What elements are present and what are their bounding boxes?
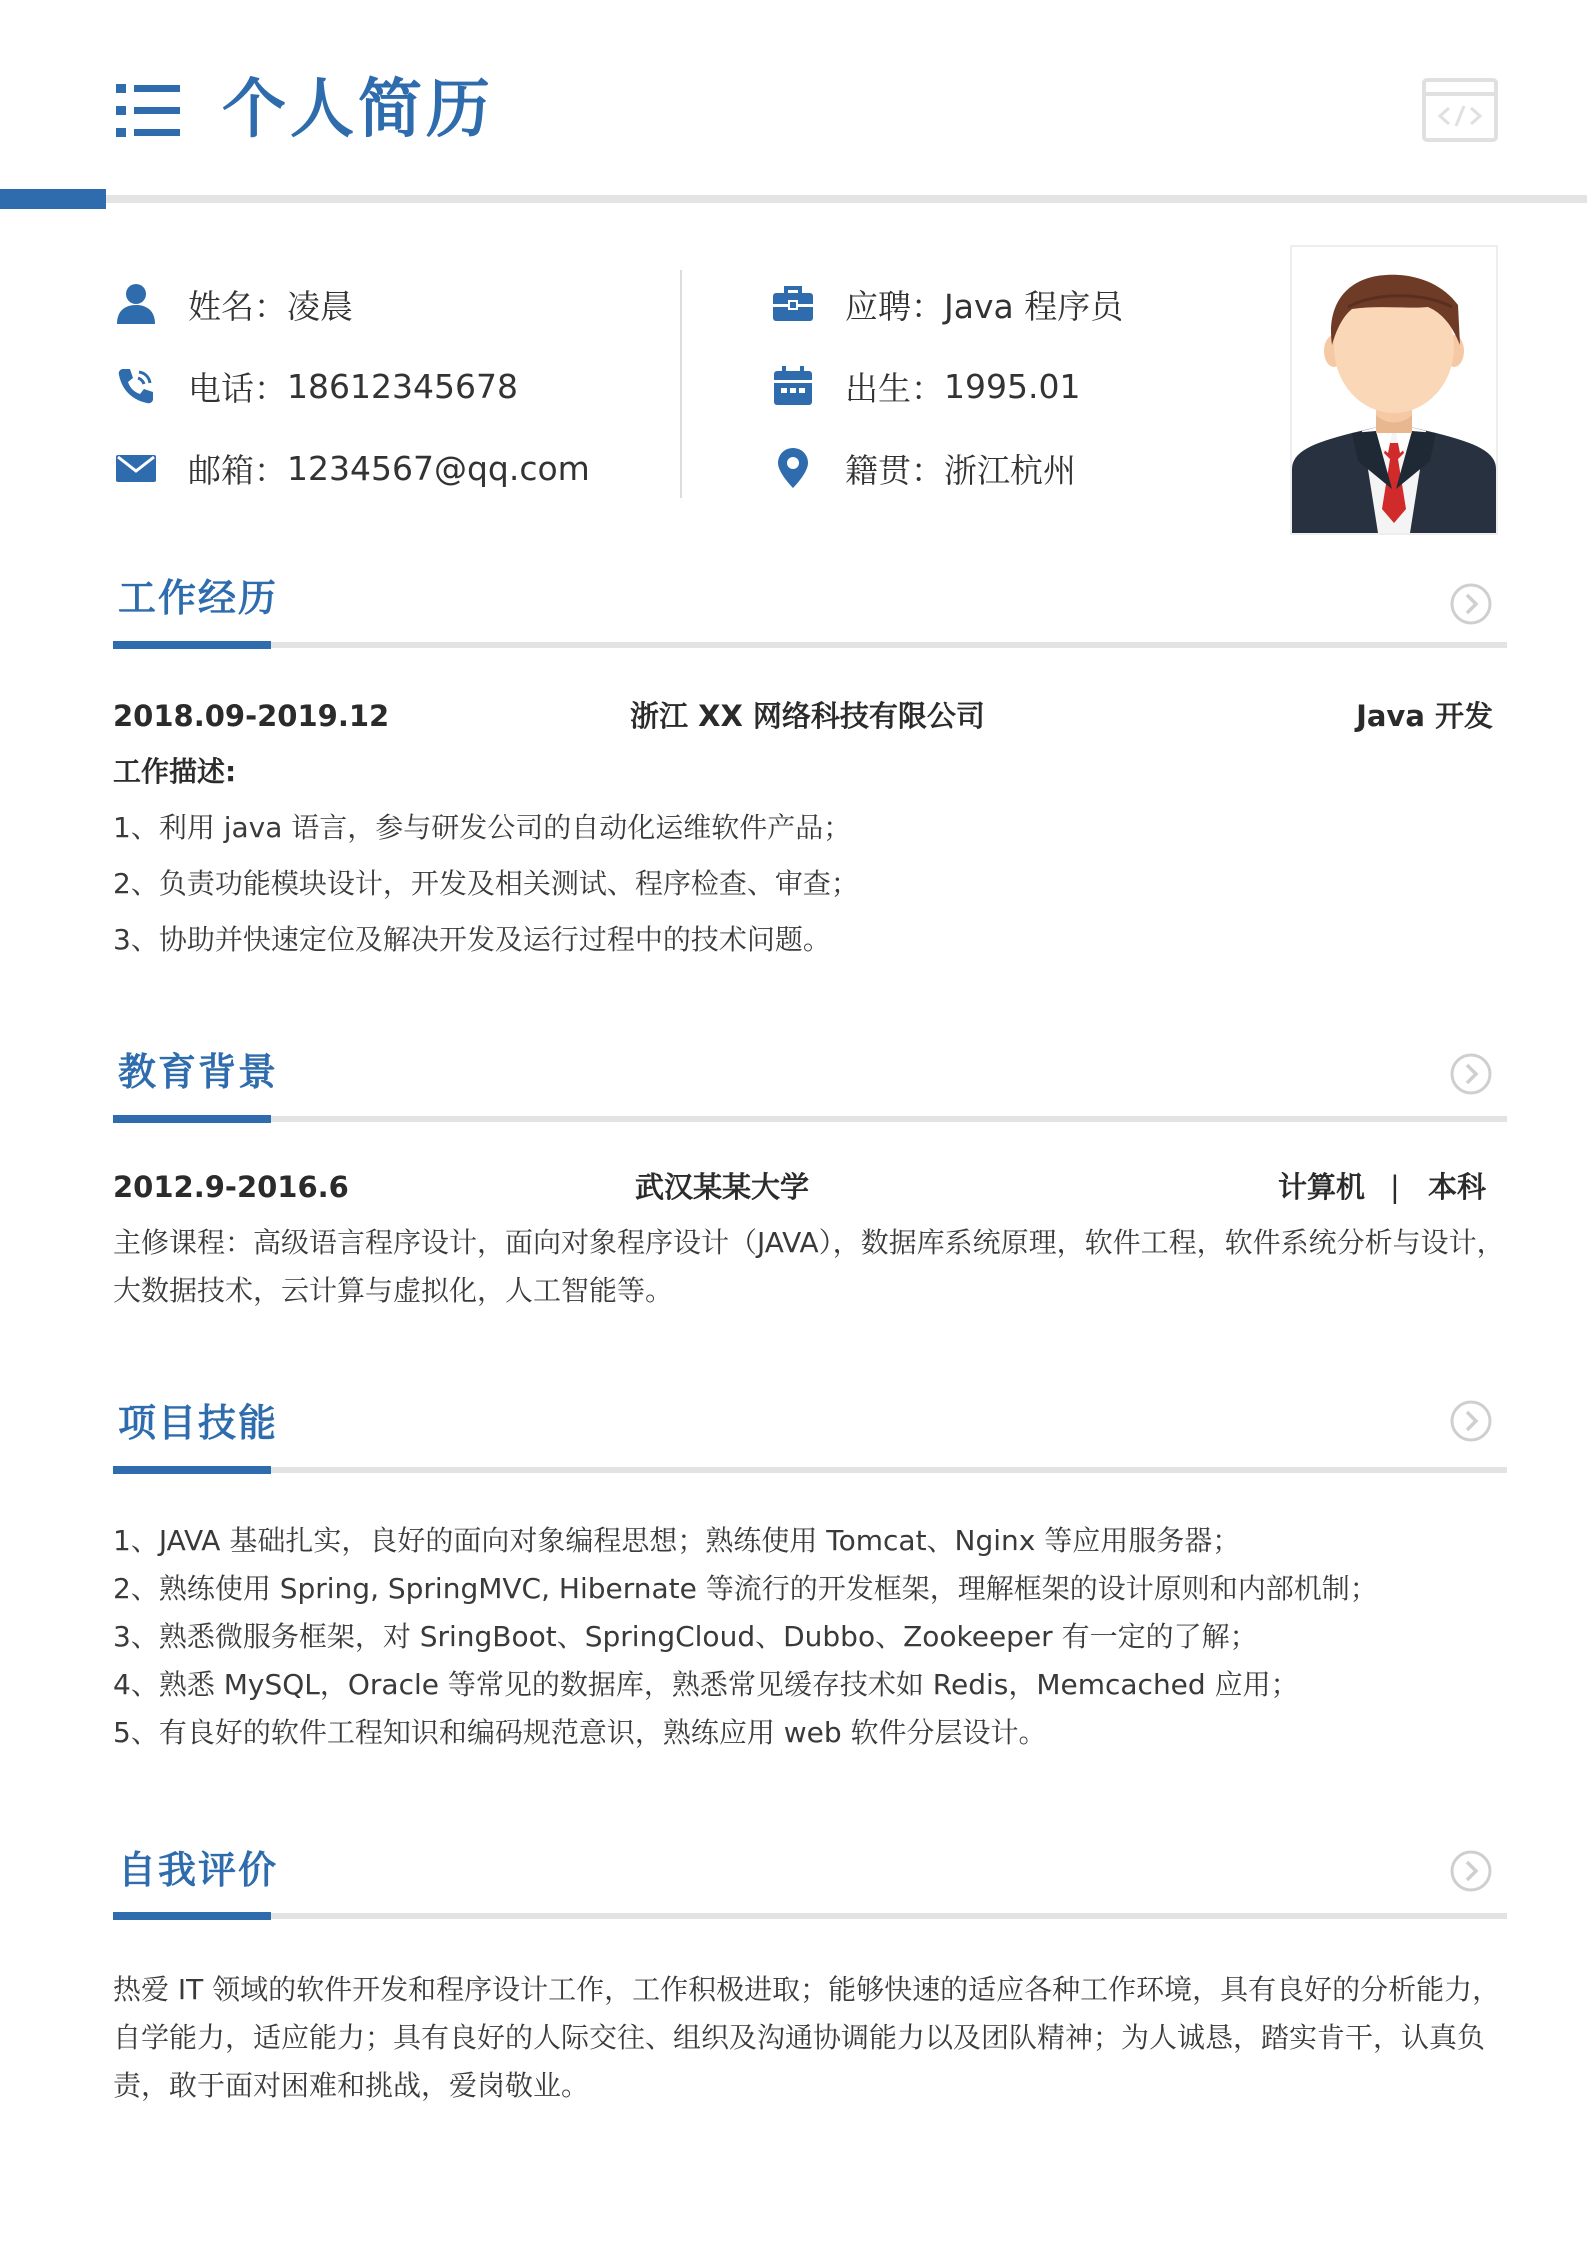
section-rule-work (113, 642, 1507, 648)
info-name-value: 凌晨 (287, 286, 353, 326)
info-birth-value: 1995.01 (944, 366, 1081, 406)
work-item: 3、协助并快速定位及解决开发及运行过程中的技术问题。 (113, 923, 831, 956)
work-desc-label: 工作描述: (113, 755, 237, 788)
info-position (771, 279, 1123, 329)
skill-item: 5、有良好的软件工程知识和编码规范意识，熟练应用 web 软件分层设计。 (113, 1716, 1047, 1749)
user-icon (114, 282, 158, 326)
skill-item: 1、JAVA 基础扎实，良好的面向对象编程思想；熟练使用 Tomcat、Nginx 等应用服务器； (113, 1524, 1241, 1557)
work-item: 1、利用 java 语言，参与研发公司的自动化运维软件产品； (113, 811, 852, 844)
info-phone (114, 361, 518, 411)
info-email (114, 443, 590, 493)
info-birth-label: 出生 ： (845, 363, 944, 410)
list-icon (116, 82, 180, 138)
section-title-self-eval: 自我评价 (118, 1848, 279, 1892)
education-degree: 本科 (1428, 1170, 1487, 1204)
info-email-label: 邮箱 ： (188, 445, 287, 492)
phone-icon (114, 364, 158, 408)
education-school: 武汉某某大学 (635, 1170, 810, 1204)
education-separator: | (1390, 1170, 1400, 1204)
section-rule-education (113, 1116, 1507, 1122)
skill-item: 4、熟悉 MySQL，Oracle 等常见的数据库，熟悉常见缓存技术如 Redis，Memcached 应用； (113, 1668, 1299, 1701)
work-period: 2018.09-2019.12 (113, 699, 390, 733)
info-phone-value: 18612345678 (287, 366, 518, 406)
calendar-icon (771, 364, 815, 408)
work-item: 2、负责功能模块设计，开发及相关测试、程序检查、审查； (113, 867, 859, 900)
chevron-right-icon (1449, 1399, 1493, 1443)
section-accent-skills (113, 1466, 271, 1474)
info-position-value: Java 程序员 (944, 286, 1124, 326)
info-phone-label: 电话 ： (188, 363, 287, 410)
location-pin-icon (771, 446, 815, 490)
code-window-icon (1422, 78, 1498, 142)
info-position-label: 应聘 ： (845, 281, 944, 328)
section-rule-skills (113, 1467, 1507, 1473)
avatar (1292, 247, 1496, 533)
chevron-right-icon (1449, 1052, 1493, 1096)
chevron-right-icon (1449, 582, 1493, 626)
section-accent-education (113, 1115, 271, 1123)
chevron-right-icon (1449, 1849, 1493, 1893)
profile-photo (1290, 245, 1498, 535)
info-name (114, 279, 353, 329)
briefcase-icon (771, 282, 815, 326)
section-rule-self-eval (113, 1913, 1507, 1919)
work-company: 浙江 XX 网络科技有限公司 (630, 699, 985, 733)
info-hometown (771, 443, 1076, 493)
education-period: 2012.9-2016.6 (113, 1170, 349, 1204)
skill-item: 3、熟悉微服务框架，对 SringBoot、SpringCloud、Dubbo、Zookeeper 有一定的了解； (113, 1620, 1258, 1653)
info-name-label: 姓名 ： (188, 281, 287, 328)
section-title-education: 教育背景 (118, 1050, 279, 1094)
page-title: 个人简历 (222, 73, 494, 147)
education-major: 计算机 (1278, 1170, 1366, 1204)
info-email-value: 1234567@qq.com (287, 448, 590, 488)
header-rule (106, 195, 1587, 203)
mail-icon (114, 446, 158, 490)
info-hometown-value: 浙江杭州 (944, 450, 1076, 490)
work-role: Java 开发 (1356, 699, 1493, 733)
header-accent-bar (0, 189, 106, 209)
info-birth (771, 361, 1080, 411)
section-title-skills: 项目技能 (118, 1401, 279, 1445)
skill-item: 2、熟练使用 Spring, SpringMVC, Hibernate 等流行的开发框架，理解框架的设计原则和内部机制； (113, 1572, 1378, 1605)
info-hometown-label: 籍贯 ： (845, 445, 944, 492)
section-title-work: 工作经历 (118, 576, 279, 620)
section-accent-work (113, 641, 271, 649)
education-courses: 主修课程：高级语言程序设计，面向对象程序设计（JAVA），数据库系统原理，软件工程，软件系统分析与设计，大数据技术，云计算与虚拟化，人工智能等。 (113, 1226, 1505, 1307)
info-divider (680, 270, 682, 498)
self-eval-text: 热爱 IT 领域的软件开发和程序设计工作，工作积极进取；能够快速的适应各种工作环境，具有良好的分析能力，自学能力，适应能力；具有良好的人际交往、组织及沟通协调能力以及团队精神；为人诚恳，踏实肯干，认真负责，敢于面对困难和挑战，爱岗敬业。 (113, 1973, 1501, 2102)
section-accent-self-eval (113, 1912, 271, 1920)
